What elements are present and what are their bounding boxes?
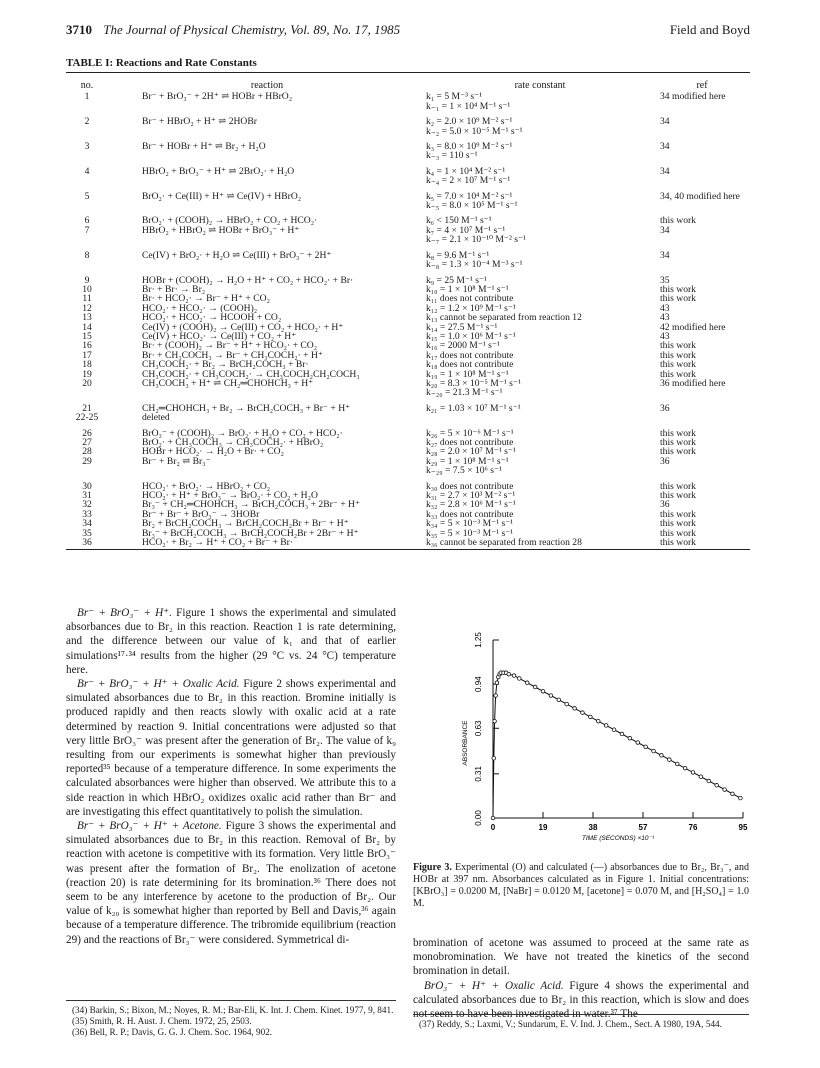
reaction-equation: Br⁻ + Br⁻ + BrO₃⁻ → 3HOBr [142, 508, 260, 520]
reaction-number: 21 [82, 402, 92, 414]
paragraph: Br⁻ + BrO₃⁻ + H⁺ + Oxalic Acid. Figure 2 shows experimental and simulated absorbances due to Br₂ in this reaction. Bromine initially is produced rapidly and then reacts slowly with oxalic acid at a rate determined by reaction 9. Initial concentrations were adjusted so that very little BrO₃⁻ was present after the generation of Br₂. The value of k₉ resulting from our experiments is somewhat higher than previously reported³⁵ because of a temperature difference. In some experiments the calculated absorbances were higher than observed. We attribute this to a side reaction in which HBrO₂ oxidizes oxalic acid rather than Br⁻ and are investigating this effect quantitatively to polish the simulation. [66, 678, 397, 818]
journal-citation: The Journal of Physical Chemistry, Vol. 89, No. 17, 1985 [103, 22, 401, 37]
experimental-data-point [739, 796, 743, 800]
page-number: 3710 [66, 22, 92, 37]
experimental-data-point [549, 694, 553, 698]
y-tick-label: 0.31 [474, 766, 483, 782]
rate-constant-line: k₋₂₉ = 7.5 × 10⁶ s⁻¹ [426, 465, 502, 477]
col-header-reaction: reaction [250, 80, 284, 91]
col-header-no: no. [80, 80, 94, 91]
experimental-data-point [612, 728, 616, 732]
table-top-rule [66, 72, 750, 73]
reference: 34 [660, 116, 670, 128]
y-axis-label: ABSORBANCE [462, 720, 469, 766]
table-row [66, 457, 750, 476]
reaction-number: 26 [82, 427, 92, 439]
reactions-table [66, 80, 750, 547]
table-bottom-rule [66, 549, 750, 550]
reference: 36 [660, 402, 670, 414]
reaction-number: 33 [82, 508, 92, 520]
rate-constant [426, 476, 654, 491]
reaction-equation: BrO₂· + Ce(III) + H⁺ ⇌ Ce(IV) + HBrO₂ [142, 190, 302, 202]
rate-constant [426, 398, 654, 413]
reaction-equation: Br⁻ + Br₂ ⇌ Br₃⁻ [142, 455, 211, 467]
reference: 43 [660, 302, 670, 314]
reaction-equation: Br⁻ + HBrO₂ + H⁺ ⇌ 2HOBr [142, 116, 257, 128]
experimental-data-point [493, 719, 497, 723]
reaction-number: 19 [82, 368, 92, 380]
paragraph: bromination of acetone was assumed to proceed at the same rate as monobromination. We have not treated the kinetics of the second bromination in detail. [413, 937, 749, 978]
experimental-data-point [652, 749, 656, 753]
reference: 34 [660, 224, 670, 236]
experimental-data-point [691, 771, 695, 775]
x-tick-label: 0 [490, 823, 496, 832]
experimental-data-point [660, 754, 664, 758]
rate-constant [426, 186, 654, 211]
x-axis-label: TIME (SECONDS) ×10⁻¹ [581, 835, 655, 842]
rate-constant [426, 270, 654, 285]
reference: this work [660, 446, 696, 458]
reaction-equation: HBrO₂ + HBrO₂ ⇌ HOBr + BrO₃⁻ + H⁺ [142, 224, 300, 236]
reaction-equation: HCO₂· + Br₂ → H⁺ + CO₂ + Br⁻ + Br· [142, 537, 294, 549]
rate-constant-line: k₃₁ = 2.7 × 10³ M⁻² s⁻¹ [426, 490, 516, 502]
reference: 42 modified here [660, 321, 726, 333]
rate-constant-line: k₁₆ = 2000 M⁻¹ s⁻¹ [426, 340, 500, 352]
reference: 36 [660, 455, 670, 467]
reaction-number: 14 [82, 321, 92, 333]
x-tick-label: 95 [738, 823, 748, 832]
reference: 34 [660, 141, 670, 153]
rate-constant-line: k₃₅ = 5 × 10⁻³ M⁻¹ s⁻¹ [426, 527, 514, 539]
col-header-ref: ref [696, 80, 708, 91]
rate-constant-line: k₁₈ does not contribute [426, 359, 514, 371]
reference: this work [660, 527, 696, 539]
reaction-number: 17 [82, 349, 92, 361]
rate-constant-line: k₁₂ = 1.2 × 10⁹ M⁻¹ s⁻¹ [426, 302, 516, 314]
rate-constant [426, 136, 654, 161]
experimental-data-point [557, 698, 561, 702]
reference: this work [660, 537, 696, 549]
reference: 36 modified here [660, 377, 726, 389]
experimental-data-point [573, 707, 577, 711]
reaction-number: 31 [82, 490, 92, 502]
experimental-data-point [518, 677, 522, 681]
reaction-number: 22-25 [75, 412, 99, 424]
reaction-number: 34 [82, 518, 92, 530]
y-tick-label: 0.00 [474, 810, 483, 826]
table-row [66, 413, 750, 422]
table-row [66, 476, 750, 491]
reference: this work [660, 508, 696, 520]
reaction-equation: deleted [142, 412, 170, 424]
rate-constant-line: k₋₂₀ = 21.3 M⁻¹ s⁻¹ [426, 387, 503, 399]
reaction-number: 9 [84, 274, 90, 286]
rate-constant-line: k₁₉ = 1 × 10⁸ M⁻¹ s⁻¹ [426, 368, 509, 380]
reaction-equation: Br₃⁻ + CH₂═CHOHCH₃ → BrCH₂COCH₃ + 2Br⁻ + H⁺ [142, 499, 361, 511]
absorbance-chart [455, 630, 755, 852]
experimental-data-point [604, 724, 608, 728]
rate-constant-line: k₂₁ = 1.03 × 10⁷ M⁻¹ s⁻¹ [426, 402, 521, 414]
rate-constant-line: k₇ = 4 × 10⁷ M⁻¹ s⁻¹ [426, 224, 506, 236]
rate-constant-line: k₋₃ = 110 s⁻¹ [426, 150, 478, 162]
rate-constant-line: k₉ = 25 M⁻¹ s⁻¹ [426, 274, 487, 286]
rate-constant-line: k₁₀ = 1 × 10⁸ M⁻¹ s⁻¹ [426, 283, 509, 295]
experimental-data-point [636, 741, 640, 745]
experimental-data-point [675, 762, 679, 766]
experimental-data-point [683, 766, 687, 770]
left-column-text [66, 606, 396, 947]
reaction-equation: Br⁻ + HOBr + H⁺ ⇌ Br₂ + H₂O [142, 141, 266, 153]
reaction-equation: Br₃⁻ + BrCH₂COCH₃ → BrCH₂COCH₂Br + 2Br⁻ + H⁺ [142, 527, 359, 539]
reaction-number: 6 [84, 215, 90, 227]
calculated-absorbance-curve [493, 673, 740, 818]
rate-constant-line: k₂ = 2.0 × 10⁹ M⁻² s⁻¹ [426, 116, 513, 128]
reaction-equation: HBrO₂ + BrO₃⁻ + H⁺ ⇌ 2BrO₂· + H₂O [142, 165, 295, 177]
rate-constant-line: k₃ = 8.0 × 10⁹ M⁻² s⁻¹ [426, 141, 513, 153]
rate-constant-line: k₁₇ does not contribute [426, 349, 514, 361]
rate-constant-line: k₂₀ = 8.3 × 10⁻⁵ M⁻¹ s⁻¹ [426, 377, 521, 389]
rate-constant [426, 92, 654, 111]
experimental-data-point [492, 756, 496, 760]
experimental-data-point [596, 719, 600, 723]
rate-constant [426, 379, 654, 398]
paragraph: BrO₃⁻ + H⁺ + Oxalic Acid. Figure 4 shows the experimental and calculated absorbances due to Br₂ in this reaction, which is slow and does not seem to have been investigated in water.³⁷ The [413, 979, 749, 1021]
reaction-number: 1 [84, 91, 90, 103]
experimental-data-point [581, 711, 585, 715]
reference: 35 [660, 274, 670, 286]
table-row [66, 538, 750, 547]
table-row [66, 226, 750, 245]
reaction-number: 36 [82, 537, 92, 549]
reference [654, 413, 750, 422]
rate-constant [426, 111, 654, 136]
reference: 34, 40 modified here [660, 190, 740, 202]
experimental-data-point [494, 694, 498, 698]
reference: 43 [660, 312, 670, 324]
table-row [66, 136, 750, 161]
rate-constant-line: k₂₆ = 5 × 10⁻⁶ M⁻¹ s⁻¹ [426, 427, 514, 439]
rate-constant-line: k₁₅ = 1.0 × 10⁶ M⁻¹ s⁻¹ [426, 330, 516, 342]
x-tick-label: 57 [638, 823, 648, 832]
reference: this work [660, 368, 696, 380]
reaction-number: 16 [82, 340, 92, 352]
reaction-number: 15 [82, 330, 92, 342]
reaction-number: 5 [84, 190, 90, 202]
rate-constant-line: k₃₄ = 5 × 10⁻³ M⁻¹ s⁻¹ [426, 518, 514, 530]
reaction-number: 13 [82, 312, 92, 324]
reaction-equation: Ce(IV) + (COOH)₂ → Ce(III) + CO₂ + HCO₂· + H⁺ [142, 321, 344, 333]
rate-constant [426, 161, 654, 186]
reaction-number: 3 [84, 141, 90, 153]
rate-constant-line: k₅ = 7.0 × 10⁴ M⁻² s⁻¹ [426, 190, 513, 202]
experimental-data-point [668, 758, 672, 762]
rate-constant [426, 538, 654, 547]
footnote: (34) Barkin, S.; Bixon, M.; Noyes, R. M.; Bar-Eli, K. Int. J. Chem. Kinet. 1977, 9, 841. [72, 1005, 394, 1015]
reference: 34 modified here [660, 91, 726, 103]
table-row [66, 111, 750, 136]
rate-constant-line: k₂₈ = 2.0 × 10⁷ M⁻¹ s⁻¹ [426, 446, 516, 458]
right-column-text [413, 936, 749, 1021]
reference: 36 [660, 499, 670, 511]
reference: this work [660, 359, 696, 371]
reaction-number: 2 [84, 116, 90, 128]
reaction-equation: HCO₂· + HCO₂· → (COOH)₂ [142, 302, 258, 314]
experimental-data-point [699, 775, 703, 779]
reference: this work [660, 518, 696, 530]
reference: 43 [660, 330, 670, 342]
rate-constant-line: k₋₈ = 1.3 × 10⁻⁴ M⁻³ s⁻¹ [426, 259, 523, 271]
rate-constant-line: k₁₃ cannot be separated from reaction 12 [426, 312, 582, 324]
rate-constant-line: k₁₄ = 27.5 M⁻¹ s⁻¹ [426, 321, 498, 333]
reaction-equation: HOBr + HCO₂· → H₂O + Br· + CO₂ [142, 446, 284, 458]
table-row [66, 379, 750, 398]
reaction-equation: Br⁻ + BrO₃⁻ + 2H⁺ ⇌ HOBr + HBrO₂ [142, 91, 293, 103]
reaction-number: 11 [82, 293, 92, 305]
rate-constant-line: k₂₉ = 1 × 10⁸ M⁻¹ s⁻¹ [426, 455, 509, 467]
experimental-data-point [507, 672, 511, 676]
reaction-number: 7 [84, 224, 90, 236]
reaction-equation: CH₂═CHOHCH₃ + Br₂ → BrCH₂COCH₃ + Br⁻ + H⁺ [142, 402, 351, 414]
right-footnotes [413, 1019, 749, 1030]
rate-constant-line: k₋₇ = 2.1 × 10⁻¹⁰ M⁻² s⁻¹ [426, 234, 526, 246]
rate-constant [426, 226, 654, 245]
x-tick-label: 76 [688, 823, 698, 832]
reaction-equation: Br· + (COOH)₂ → Br⁻ + H⁺ + HCO₂· + CO₂ [142, 340, 318, 352]
experimental-data-point [491, 816, 495, 820]
reaction-number: 12 [82, 302, 92, 314]
reaction-number: 20 [82, 377, 92, 389]
rate-constant-line: k₂₇ does not contribute [426, 437, 514, 448]
reaction-equation: CH₃COCH₂· + Br₂ → BrCH₂COCH₃ + Br· [142, 359, 309, 371]
reaction-number: 27 [82, 437, 92, 448]
reaction-equation: HCO₂· + BrO₂· → HBrO₂ + CO₂ [142, 480, 271, 492]
experimental-data-point [731, 792, 735, 796]
rate-constant-line: k₄ = 1 × 10⁴ M⁻² s⁻¹ [426, 165, 506, 177]
rate-constant-line: k₃₆ cannot be separated from reaction 28 [426, 537, 582, 549]
reference: this work [660, 480, 696, 492]
reaction-equation: Ce(IV) + BrO₂· + H₂O ⇌ Ce(III) + BrO₃⁻ + 2H⁺ [142, 249, 332, 261]
author-names: Field and Boyd [669, 22, 750, 37]
experimental-data-point [628, 736, 632, 740]
reaction-equation: BrO₂· + CH₃COCH₃ → CH₃COCH₂· + HBrO₂ [142, 437, 324, 448]
reaction-number: 35 [82, 527, 92, 539]
col-header-rate: rate constant [514, 80, 566, 91]
reaction-number: 29 [82, 455, 92, 467]
rate-constant [426, 413, 654, 422]
rate-constant-line: k₃₀ does not contribute [426, 480, 514, 492]
reaction-number: 32 [82, 499, 92, 511]
reaction-number: 18 [82, 359, 92, 371]
footnote-rule [413, 1014, 749, 1015]
y-tick-label: 0.63 [474, 720, 483, 737]
rate-constant-line: k₋₄ = 2 × 10⁷ M⁻¹ s⁻¹ [426, 175, 511, 187]
x-tick-label: 38 [588, 823, 598, 832]
footnote: (35) Smith, R. H. Aust. J. Chem. 1972, 25, 2503. [72, 1016, 252, 1026]
x-tick-label: 19 [538, 823, 548, 832]
reference: this work [660, 437, 696, 448]
experimental-data-point [620, 732, 624, 736]
reference: this work [660, 293, 696, 305]
rate-constant [426, 457, 654, 476]
rate-constant-line: k₃₂ = 2.8 × 10⁶ M⁻¹ s⁻¹ [426, 499, 516, 511]
rate-constant [426, 423, 654, 438]
reaction-equation: HCO₂· + H⁺ + BrO₃⁻ → BrO₂· + CO₂ + H₂O [142, 490, 318, 502]
rate-constant [426, 210, 654, 225]
experimental-data-point [565, 702, 569, 706]
reaction-number: 4 [84, 165, 90, 177]
experimental-data-point [512, 674, 516, 678]
footnote: (37) Reddy, S.; Laxmi, V.; Sundarum, E. V. Ind. J. Chem., Sect. A 1980, 19A, 544. [419, 1019, 722, 1029]
paragraph: Br⁻ + BrO₃⁻ + H⁺ + Acetone. Figure 3 shows the experimental and simulated absorbances due to Br₂ in this reaction. Removal of Br₂ by reaction with acetone is competitive with its formation. Very little BrO₃⁻ was present after the formation of Br₂. The enolization of acetone (reaction 20) is rate determining for its bromination.³⁶ There does not seem to be any interference by acetone to the production of Br₂. Our value of k₂₀ is somewhat higher than reported by Bell and Davis,³⁶ again because of a temperature difference. The tribromide equilibrium (reaction 29) and the reactions of Br₃⁻ were considered. Symmetrical di- [66, 820, 396, 946]
experimental-data-point [525, 681, 529, 685]
figure-3 [455, 630, 755, 852]
table-row [66, 398, 750, 413]
reaction-equation: HCO₂· + HCO₂· → HCOOH + CO₂ [142, 312, 282, 324]
reference: this work [660, 215, 696, 227]
reference: this work [660, 283, 696, 295]
table-row [66, 245, 750, 270]
table-row [66, 186, 750, 211]
rate-constant-line: k₈ = 9.6 M⁻¹ s⁻¹ [426, 249, 490, 261]
table-row [66, 423, 750, 438]
reference: 34 [660, 165, 670, 177]
table-title: TABLE I: Reactions and Rate Constants [66, 57, 257, 69]
experimental-data-point [723, 788, 727, 792]
rate-constant [426, 245, 654, 270]
reaction-equation: Br· + HCO₂· → Br⁻ + H⁺ + CO₂ [142, 293, 270, 305]
figure-caption: Figure 3. Experimental (O) and calculated (—) absorbances due to Br₂, Br₃⁻, and HOBr at 397 nm. Absorbances calculated as in Figure 1. Initial concentrations: [KBrO₃] = 0.0200 M, [NaBr] = 0.0120 M, [acetone] = 0.070 M, and [H₂SO₄] = 1.0 M. [413, 862, 749, 909]
reaction-equation: BrO₃⁻ + (COOH)₂ → BrO₂· + H₂O + CO₂ + HCO₂· [142, 427, 343, 439]
footnote: (36) Bell, R. P.; Davis, G. G. J. Chem. Soc. 1964, 902. [72, 1027, 273, 1037]
reference: this work [660, 349, 696, 361]
reaction-equation: BrO₂· + (COOH)₂ → HBrO₂ + CO₂ + HCO₂· [142, 215, 318, 227]
rate-constant-line: k₁₁ does not contribute [426, 293, 514, 305]
reference: this work [660, 427, 696, 439]
y-tick-label: 0.94 [474, 676, 483, 692]
left-footnotes [66, 1005, 396, 1038]
experimental-data-point [715, 783, 719, 787]
experimental-data-point [533, 685, 537, 689]
table-row [66, 92, 750, 111]
rate-constant-line: k₋₁ = 1 × 10⁴ M⁻¹ s⁻¹ [426, 100, 511, 112]
reaction-number: 10 [82, 283, 92, 295]
experimental-data-point [495, 681, 499, 685]
running-header [66, 22, 750, 40]
reference: this work [660, 490, 696, 502]
y-tick-label: 1.25 [474, 632, 483, 648]
rate-constant-line: k₁ = 5 M⁻³ s⁻¹ [426, 91, 483, 103]
reaction-number: 28 [82, 446, 92, 458]
rate-constant-line: k₋₅ = 8.0 × 10⁵ M⁻¹ s⁻¹ [426, 200, 518, 212]
reaction-equation: CH₃COCH₃ + H⁺ ⇌ CH₂═CHOHCH₃ + H⁺ [142, 377, 314, 389]
reaction-equation: Br₂ + BrCH₂COCH₃ → BrCH₂COCH₂Br + Br⁻ + H⁺ [142, 518, 349, 530]
reaction-equation: Ce(IV) + HCO₂· → Ce(III) + CO₂ + H⁺ [142, 330, 297, 342]
reaction-number: 8 [84, 249, 90, 261]
rate-constant-line: k₃₃ does not contribute [426, 508, 514, 520]
table-row [66, 161, 750, 186]
experimental-data-point [644, 745, 648, 749]
reaction-equation: HOBr + (COOH)₂ → H₂O + H⁺ + CO₂ + HCO₂· + Br· [142, 274, 354, 286]
experimental-data-point [589, 715, 593, 719]
reference: this work [660, 340, 696, 352]
reaction-equation: CH₃COCH₂· + CH₃COCH₂· → CH₃COCH₂CH₂COCH₃ [142, 368, 360, 380]
reaction-equation: Br· + CH₃COCH₃ → Br⁻ + CH₃COCH₂· + H⁺ [142, 349, 323, 361]
footnote-rule [66, 1000, 396, 1001]
table-row [66, 270, 750, 285]
reaction-equation: Br· + Br· → Br₂ [142, 283, 206, 295]
rate-constant-line: k₋₂ = 5.0 × 10⁻⁵ M⁻¹ s⁻¹ [426, 125, 523, 137]
paragraph: Br⁻ + BrO₃⁻ + H⁺. Figure 1 shows the experimental and simulated absorbances due to Br₂ in this reaction. Reaction 1 is rate determining, and the difference between our value of k₁ and that of earlier simulations¹⁷·³⁴ results from the higher (29 °C vs. 24 °C) temperature here. [66, 607, 396, 676]
reaction-number: 30 [82, 480, 92, 492]
experimental-data-point [707, 779, 711, 783]
reference: 34 [660, 249, 670, 261]
experimental-data-point [541, 689, 545, 693]
rate-constant-line: k₆ < 150 M⁻¹ s⁻¹ [426, 215, 492, 227]
table-row [66, 210, 750, 225]
